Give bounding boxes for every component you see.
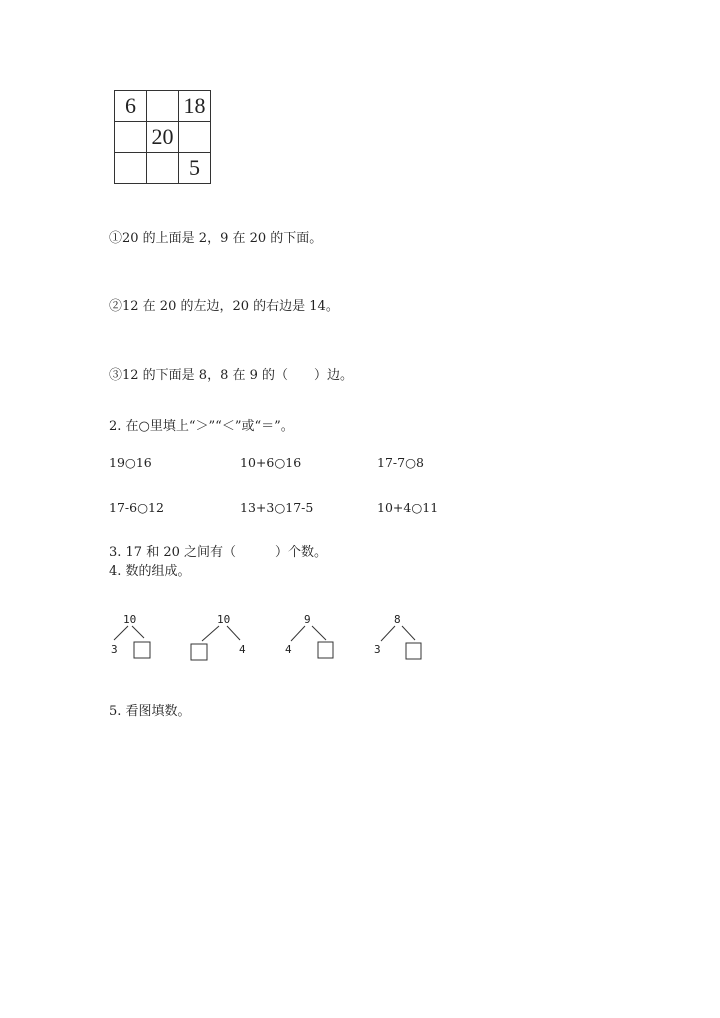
number-bond-tree — [108, 614, 198, 664]
answer-box[interactable] — [134, 642, 150, 658]
grid-cell: 20 — [147, 122, 179, 153]
grid-cell[interactable] — [147, 91, 179, 122]
grid-cell: 6 — [115, 91, 147, 122]
number-grid — [114, 90, 211, 184]
grid-row — [115, 153, 211, 184]
grid-row — [115, 122, 211, 153]
grid-cell[interactable] — [115, 153, 147, 184]
bond-left: 3 — [111, 643, 118, 656]
grid-cell[interactable] — [147, 153, 179, 184]
answer-box[interactable] — [406, 643, 421, 659]
question-1b: ②12 在 20 的左边，20 的右边是 14。 — [109, 299, 339, 314]
bond-top: 9 — [304, 613, 311, 626]
compare-item: 17-7○8 — [377, 455, 424, 470]
compare-item: 19○16 — [109, 455, 152, 470]
bond-lines — [284, 614, 374, 664]
question-1c: ③12 的下面是 8，8 在 9 的（ ）边。 — [109, 368, 354, 383]
compare-item: 10+4○11 — [377, 500, 439, 515]
bond-top: 10 — [217, 613, 231, 626]
bond-lines — [373, 614, 463, 664]
compare-item: 17-6○12 — [109, 500, 164, 515]
bond-lines — [190, 614, 280, 664]
number-bond-tree — [190, 614, 280, 664]
answer-box[interactable] — [191, 644, 207, 660]
bond-left: 4 — [285, 643, 292, 656]
grid-cell: 18 — [179, 91, 211, 122]
bond-top: 8 — [394, 613, 401, 626]
compare-item: 13+3○17-5 — [240, 500, 314, 515]
bond-right: 4 — [239, 643, 246, 656]
grid-cell[interactable] — [179, 122, 211, 153]
bond-left: 3 — [374, 643, 381, 656]
question-4-title: 4. 数的组成。 — [109, 564, 191, 579]
question-5-title: 5. 看图填数。 — [109, 704, 191, 719]
bond-top: 10 — [123, 613, 137, 626]
answer-box[interactable] — [318, 642, 333, 658]
question-1a: ①20 的上面是 2，9 在 20 的下面。 — [109, 231, 323, 246]
grid-row — [115, 91, 211, 122]
question-3: 3. 17 和 20 之间有（ ）个数。 — [109, 545, 328, 560]
compare-item: 10+6○16 — [240, 455, 302, 470]
grid-cell: 5 — [179, 153, 211, 184]
bond-lines — [108, 614, 198, 664]
number-bond-tree — [284, 614, 374, 664]
number-bond-tree — [373, 614, 463, 664]
question-2-title: 2. 在○里填上“＞”“＜”或“＝”。 — [109, 419, 294, 434]
grid-cell[interactable] — [115, 122, 147, 153]
